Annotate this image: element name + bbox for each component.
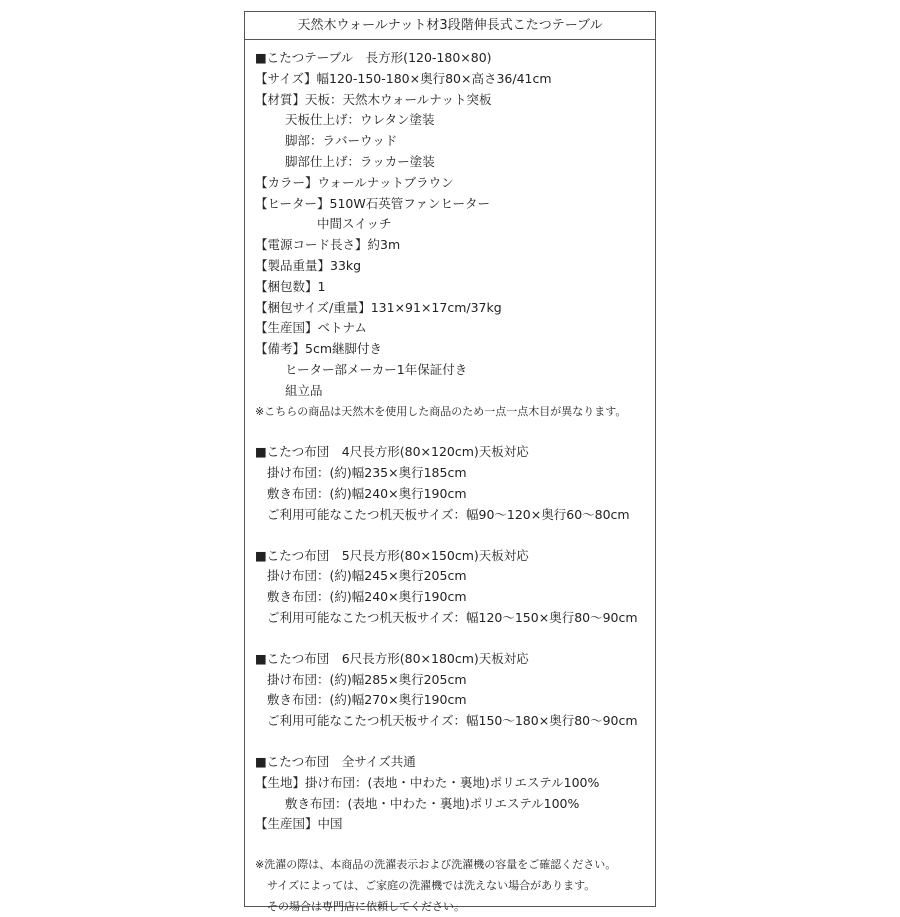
spec-line: 掛け布団：(約)幅245×奥行205cm [267, 568, 467, 584]
wash-note: ※洗濯の際は、本商品の洗濯表示および洗濯機の容量をご確認ください。 [255, 858, 617, 872]
spec-line: 敷き布団：(約)幅240×奥行190cm [267, 485, 467, 501]
wood-note: ※こちらの商品は天然木を使用した商品のため一点一点木目が異なります。 [255, 404, 627, 418]
spec-line: 掛け布団：(約)幅235×奥行185cm [267, 465, 467, 481]
section-heading: ■こたつ布団 4尺長方形(80×120cm)天板対応 [255, 444, 529, 460]
section-heading: ■こたつテーブル 長方形(120-180×80) [255, 50, 492, 65]
spec-line: 【サイズ】幅120-150-180×奥行80×高さ36/41cm [255, 70, 552, 86]
spec-body [255, 48, 655, 917]
spec-line: 掛け布団：(約)幅285×奥行205cm [267, 671, 467, 687]
spec-line: 【生産国】中国 [255, 816, 343, 832]
wash-note: その場合は専門店に依頼してください。 [267, 899, 465, 913]
spec-line: 敷き布団：(表地・中わた・裏地)ポリエステル100% [285, 795, 580, 811]
spec-line: 【備考】5cm継脚付き [255, 341, 383, 357]
spec-line: 中間スイッチ [317, 216, 392, 232]
spec-line: 【製品重量】33kg [255, 257, 362, 273]
spec-line: 敷き布団：(約)幅270×奥行190cm [267, 692, 467, 708]
spec-line: 天板仕上げ：ウレタン塗装 [285, 112, 435, 128]
spec-line: 【生産国】ベトナム [255, 320, 367, 336]
spec-line: ヒーター部メーカー1年保証付き [285, 361, 468, 377]
page-title: 天然木ウォールナット材3段階伸長式こたつテーブル [245, 12, 655, 40]
spec-line: ご利用可能なこたつ机天板サイズ：幅90〜120×奥行60〜80cm [267, 506, 630, 522]
spec-line: 敷き布団：(約)幅240×奥行190cm [267, 589, 467, 605]
spec-line: 【ヒーター】510W石英管ファンヒーター [255, 195, 490, 211]
spec-line: 脚部仕上げ：ラッカー塗装 [285, 153, 435, 169]
spec-line: 脚部：ラバーウッド [285, 133, 398, 149]
section-heading: ■こたつ布団 5尺長方形(80×150cm)天板対応 [255, 547, 529, 563]
spec-line: 【生地】掛け布団：(表地・中わた・裏地)ポリエステル100% [255, 774, 600, 790]
spec-line: ご利用可能なこたつ机天板サイズ：幅120〜150×奥行80〜90cm [267, 609, 638, 625]
spec-line: 【電源コード長さ】約3m [255, 237, 401, 253]
section-heading: ■こたつ布団 全サイズ共通 [255, 753, 416, 769]
spec-line: ご利用可能なこたつ机天板サイズ：幅150〜180×奥行80〜90cm [267, 713, 638, 729]
spec-line: 【梱包数】1 [255, 278, 326, 294]
spec-line: 【材質】天板：天然木ウォールナット突板 [255, 91, 492, 107]
wash-note: サイズによっては、ご家庭の洗濯機では洗えない場合があります。 [267, 878, 596, 892]
section-heading: ■こたつ布団 6尺長方形(80×180cm)天板対応 [255, 650, 529, 666]
spec-table [244, 11, 656, 913]
spec-line: 組立品 [285, 382, 323, 398]
spec-line: 【梱包サイズ/重量】131×91×17cm/37kg [255, 299, 502, 315]
spec-line: 【カラー】ウォールナットブラウン [255, 174, 454, 190]
